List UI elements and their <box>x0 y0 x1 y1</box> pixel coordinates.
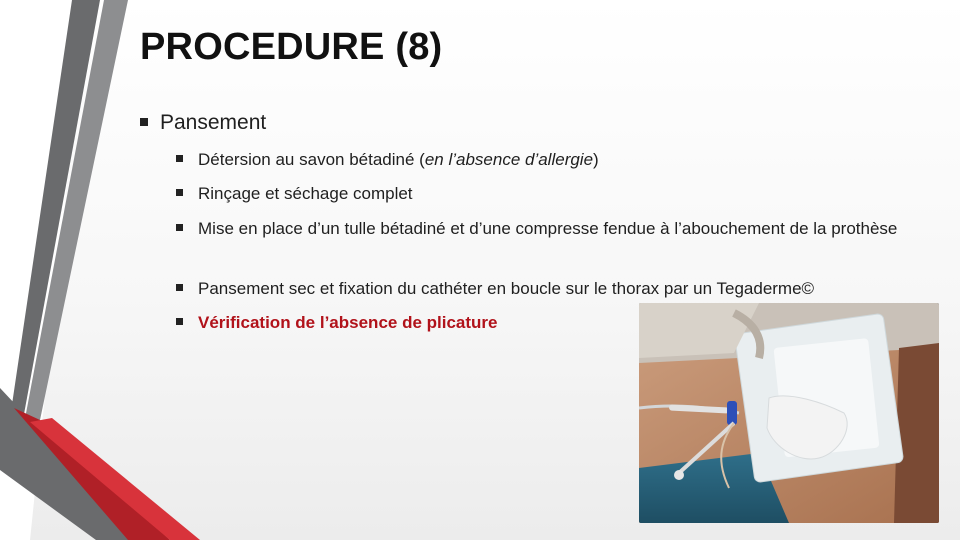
sub-bullet-text: Mise en place d’un tulle bétadiné et d’une compresse fendue à l’abouchement de la prothèse <box>198 219 898 238</box>
bullet-square-icon <box>176 189 183 196</box>
sub-bullet-fixation <box>176 277 946 301</box>
sub-bullet-text-highlight: Vérification de l’absence de plicature <box>198 313 498 332</box>
sub-bullet-rincage <box>176 182 946 206</box>
bullet-label: Pansement <box>160 111 267 134</box>
bullet-square-icon <box>140 118 148 126</box>
bullet-square-icon <box>176 155 183 162</box>
sub-bullet-text: Détersion au savon bétadiné (en l’absence d’allergie) <box>198 150 599 169</box>
sub-bullet-text: Pansement sec et fixation du cathéter en boucle sur le thorax par un Tegaderme© <box>198 279 815 298</box>
surgical-dressing-photo <box>639 303 939 523</box>
bullet-square-icon <box>176 284 183 291</box>
sub-bullet-detersion <box>176 148 946 172</box>
slide-title: PROCEDURE (8) <box>140 26 443 68</box>
sub-bullet-text: Rinçage et séchage complet <box>198 184 413 203</box>
bullet-pansement <box>140 111 266 135</box>
bullet-square-icon <box>176 318 183 325</box>
sub-bullet-tulle <box>176 217 941 241</box>
bullet-square-icon <box>176 224 183 231</box>
